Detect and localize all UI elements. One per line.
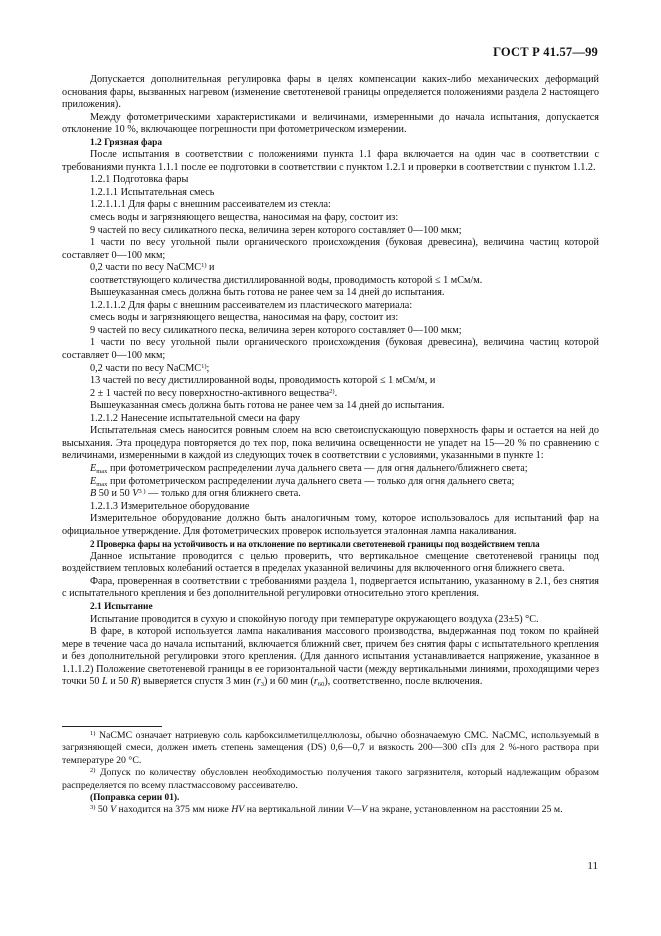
footnote-ref-3: 3 )	[138, 488, 146, 496]
emax-line-2: $E_{max}$ при фотометрическом распределении луча дальнего света — только для огня дальнего света;	[90, 475, 515, 488]
b50-line: B 50 и 50 $V^{3 )}$ — только для огня ближнего света.	[90, 488, 301, 500]
water-line-1: соответствующего количества дистиллированной воды, проводимость которой ≤ 1 мСм/м.	[90, 274, 483, 286]
paragraph-tolerance: Между фотометрическими характеристиками и величинами, измеренными до начала испытания, допускается отклонение 10 %, включающее погрешности при фотометрическом измерении.	[62, 111, 599, 136]
equipment-paragraph: Измерительное оборудование должно быть аналогичным тому, которое использовалось для испытаний фар на официальное утверждение. Для фотометрических проверок используется эталонная лампа накаливания.	[62, 513, 599, 537]
footnote-ref-1: 1)	[201, 262, 207, 270]
sand-line-2: 9 частей по весу силикатного песка, величина зерен которого составляет 0—100 мкм;	[90, 324, 462, 336]
footnote-divider	[62, 726, 162, 727]
footnote-3: $^{3)}$ 50 V находится на 375 мм ниже HV на вертикальной линии V—V на экране, установленном на расстоянии 25 м.	[90, 804, 563, 816]
clause-1-2-1-1-2: 1.2.1.1.2 Для фары с внешним рассеивателем из пластического материала:	[90, 299, 413, 311]
clause-1-2-1-1-1: 1.2.1.1.1 Для фары с внешним рассеивателем из стекла:	[90, 199, 331, 211]
clause-1-2-1: 1.2.1 Подготовка фары	[90, 174, 189, 186]
clause-1-2-1-1: 1.2.1.1 Испытательная смесь	[90, 186, 215, 198]
test-conditions-line: Испытание проводится в сухую и спокойную погоду при температуре окружающего воздуха (23±5) °С.	[90, 613, 539, 625]
paragraph-adjustment: Допускается дополнительная регулировка фары в целях компенсации каких-либо механических деформаций основания фары, вызванных нагревом (изменение светотеневой границы определяется положениями раздела 2 настоящего приложения).	[62, 74, 599, 111]
clause-1-2-1-3: 1.2.1.3 Измерительное оборудование	[90, 500, 250, 512]
coal-paragraph-2: 1 части по весу угольной пыли органического происхождения (буковая древесина), величина частиц которой составляет 0—100 мкм;	[62, 337, 599, 362]
surfactant-line: 2 ± 1 частей по весу поверхностно-активного вещества$^{2)}$.	[90, 387, 338, 399]
nacmc-line-1: 0,2 части по весу NaCMC$^{1)}$ и	[90, 262, 215, 274]
section2-paragraph-b: Фара, проверенная в соответствии с требованиями раздела 1, подвергается испытанию, указанному в 2.1, без снятия с испытательного крепления и без дополнительной регулировки относительно этого крепления.	[62, 575, 599, 600]
lamp-paragraph: В фаре, в которой используется лампа накаливания массового производства, выдержанная под током по крайней мере в течение часа до начала испытаний, включается ближний свет, причем без снятия фары с испытательного крепления и без дополнительной регулировки этого крепления. (Для данного испытания устанавливается напряжение, указанное в 1.1.1.2) Положение светотеневой границы в ее горизонтальной части (между вертикальными линиями, проходящими через точки 50 L и 50 R) выверяется спустя 3 мин $(r_3)$ и 60 мин $(r_{60})$, соответственно, после включения.	[62, 626, 599, 689]
footnotes	[62, 730, 599, 817]
section2-paragraph-a: Данное испытание проводится с целью проверить, что вертикальное смещение светотеневой границы под воздействием тепловых колебаний остается в пределах указанной величины для включенного огня ближнего света.	[62, 550, 599, 575]
footnote-ref-2: 2)	[329, 387, 335, 395]
footnote-2: $^{2)}$ Допуск по количеству обусловлен необходимостью получения такого загрязнителя, который надлежащим образом распределяется по всему пластмассовому рассеивателю.	[62, 767, 599, 791]
page-number: 11	[587, 860, 598, 872]
document-header: ГОСТ Р 41.57—99	[493, 45, 598, 59]
mix-intro-1: смесь воды и загрязняющего вещества, наносимая на фару, состоит из:	[90, 212, 399, 224]
mix-intro-2: смесь воды и загрязняющего вещества, наносимая на фару, состоит из:	[90, 312, 399, 324]
ready-line-1: Вышеуказанная смесь должна быть готова не ранее чем за 14 дней до испытания.	[90, 287, 445, 299]
water-line-2: 13 частей по весу дистиллированной воды, проводимость которой ≤ 1 мСм/м, и	[90, 375, 436, 387]
paragraph-after-test: После испытания в соответствии с положениями пункта 1.1 фара включается на один час в соответствии с требованиями пункта 1.1.1 после ее подготовки в соответствии с пунктом 1.2.1 и проверки в соответствии с пунктом 1.1.2.	[62, 149, 599, 173]
section-heading-2: 2 Проверка фары на устойчивость и на отклонение по вертикали светотеневой границы под воздействием тепла	[90, 539, 540, 550]
amendment-note: (Поправка серии 01).	[90, 793, 180, 804]
nacmc-line-2: 0,2 части по весу NaCMC$^{1)}$;	[90, 362, 210, 374]
footnote-1: $^{1)}$ NaCMC означает натриевую соль карбоксилметилцеллюлозы, обычно обозначаемую СМС. NaCMC, используемый в загрязняющей смеси, должен иметь степень замещения (DS) 0,6—0,7 и вязкость 200—300 сПз для 2 %-ного раствора при температуре 20 °С.	[62, 730, 599, 766]
section-heading-2-1: 2.1 Испытание	[90, 601, 153, 612]
clause-1-2-1-2: 1.2.1.2 Нанесение испытательной смеси на фару	[90, 412, 301, 424]
document-body	[62, 74, 599, 689]
ready-line-2: Вышеуказанная смесь должна быть готова не ранее чем за 14 дней до испытания.	[90, 400, 445, 412]
emax-line-1: $E_{max}$ при фотометрическом распределении луча дальнего света — для огня дальнего/ближнего света;	[90, 462, 528, 475]
footnote-ref-1b: 1)	[201, 362, 207, 370]
section-heading-1-2: 1.2 Грязная фара	[90, 137, 163, 148]
coal-paragraph-1: 1 части по весу угольной пыли органического происхождения (буковая древесина), величина частиц которой составляет 0—100 мкм;	[62, 237, 599, 261]
apply-paragraph: Испытательная смесь наносится ровным слоем на всю светоиспускающую поверхность фары и остается на ней до высыхания. Эта процедура повторяется до тех пор, пока величина освещенности не упадет на 15—20 % по сравнению с величинами, измеренными в каждой из следующих точек в соответствии с условиями, указанными в пункте 1:	[62, 425, 599, 462]
sand-line-1: 9 частей по весу силикатного песка, величина зерен которого составляет 0—100 мкм;	[90, 224, 462, 236]
